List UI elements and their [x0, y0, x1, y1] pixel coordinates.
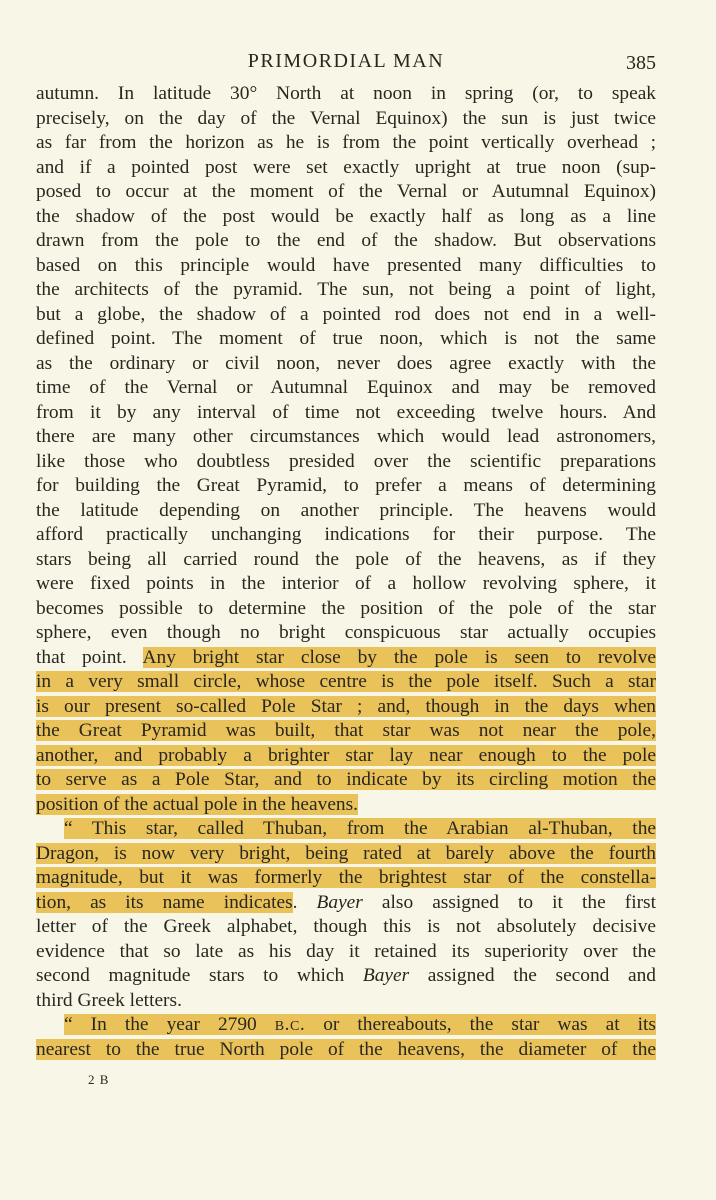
text-line	[36, 842, 656, 867]
text-line	[36, 254, 656, 279]
text-run: as far from the horizon as he is from the point vertically overhead ;	[36, 132, 656, 153]
highlighted-text: position of the actual pole in the heavens.	[36, 793, 359, 815]
text-line	[36, 670, 656, 695]
text-line	[36, 376, 656, 401]
text-line	[36, 474, 656, 499]
text-run: time of the Vernal or Autumnal Equinox and may be removed	[36, 377, 656, 398]
text-line	[36, 303, 656, 328]
italic-name: Bayer	[362, 965, 410, 986]
text-line	[36, 548, 656, 573]
text-line	[36, 425, 656, 450]
text-line	[36, 793, 656, 818]
text-run: defined point. The moment of true noon, which is not the same	[36, 328, 656, 349]
text-line	[36, 352, 656, 377]
highlighted-text: to serve as a Pole Star, and to indicate by its circling motion the	[36, 769, 656, 790]
small-caps-era: b.c.	[274, 1014, 306, 1035]
text-run: for building the Great Pyramid, to prefer a means of determining	[36, 475, 656, 496]
text-run: like those who doubtless presided over the scientific preparations	[36, 450, 656, 472]
text-run: sphere, even though no bright conspicuous star actually occupies	[36, 622, 656, 643]
text-line	[36, 597, 656, 622]
highlighted-text: nearest to the true North pole of the heavens, the diameter of the	[36, 1038, 656, 1060]
text-line	[36, 621, 656, 646]
text-line	[36, 327, 656, 352]
highlighted-text: the Great Pyramid was built, that star was not near the pole,	[36, 720, 656, 741]
text-line	[36, 768, 656, 793]
text-line	[36, 229, 656, 254]
text-run: stars being all carried round the pole of the heavens, as if they	[36, 548, 656, 570]
text-run: but a globe, the shadow of a pointed rod does not end in a well-	[36, 303, 656, 325]
text-run: were fixed points in the interior of a hollow revolving sphere, it	[36, 573, 656, 594]
text-line	[36, 964, 656, 989]
highlighted-text: tion, as its name indicates	[36, 891, 293, 913]
text-line	[36, 989, 656, 1014]
highlighted-text: Any bright star close by the pole is seen to revolve	[142, 646, 656, 668]
highlighted-text	[64, 1014, 656, 1035]
text-run: letter of the Greek alphabet, though this is not absolutely decisive	[36, 916, 656, 937]
text-run: evidence that so late as his day it retained its superiority over the	[36, 940, 656, 962]
text-run: the latitude depending on another principle. The heavens would	[36, 499, 656, 521]
text-line	[36, 646, 656, 671]
text-line	[36, 572, 656, 597]
text-run: based on this principle would have presented many difficulties to	[36, 254, 656, 276]
highlighted-text: magnitude, but it was formerly the brightest star of the constella-	[36, 867, 656, 888]
text-line	[36, 278, 656, 303]
text-line	[36, 499, 656, 524]
text-run: as the ordinary or civil noon, never does agree exactly with the	[36, 352, 656, 374]
text-run: the architects of the pyramid. The sun, not being a point of light,	[36, 279, 656, 300]
signature-mark: 2 B	[88, 1072, 110, 1087]
text-line	[36, 1038, 656, 1063]
text-run: there are many other circumstances which would lead astronomers,	[36, 426, 656, 447]
highlighted-text: is our present so-called Pole Star ; and, though in the days when	[36, 695, 656, 717]
text-line	[36, 891, 656, 916]
text-run: drawn from the pole to the end of the shadow. But observations	[36, 230, 656, 251]
text-line	[36, 180, 656, 205]
text-run: also assigned to it the first	[362, 891, 656, 913]
text-run: or thereabouts, the star was at its	[305, 1014, 656, 1035]
highlighted-text: “ This star, called Thuban, from the Arabian al-Thuban, the	[64, 818, 656, 839]
highlighted-text: another, and probably a brighter star lay near enough to the pole	[36, 744, 656, 766]
text-line	[36, 156, 656, 181]
page-number: 385	[626, 52, 656, 74]
text-line	[36, 817, 656, 842]
text-run: .	[292, 891, 317, 913]
text-run: “ In the year 2790	[64, 1014, 275, 1035]
text-run: autumn. In latitude 30° North at noon in spring (or, to speak	[36, 83, 656, 104]
body-text	[36, 82, 656, 1062]
text-line	[36, 1013, 656, 1038]
text-run: assigned the second and	[409, 965, 656, 986]
text-line	[36, 719, 656, 744]
text-line	[36, 205, 656, 230]
text-run: from it by any interval of time not exceeding twelve hours. And	[36, 401, 656, 423]
text-line	[36, 82, 656, 107]
running-title: PRIMORDIAL MAN	[247, 50, 445, 72]
text-line	[36, 744, 656, 769]
text-run: the shadow of the post would be exactly half as long as a line	[36, 205, 656, 227]
text-line	[36, 131, 656, 156]
text-line	[36, 523, 656, 548]
text-run: afford practically unchanging indications for their purpose. The	[36, 524, 656, 545]
text-line	[36, 401, 656, 426]
text-run: third Greek letters.	[36, 989, 182, 1011]
text-line	[36, 866, 656, 891]
running-head	[36, 48, 656, 78]
text-run: posed to occur at the moment of the Vernal or Autumnal Equinox)	[36, 181, 656, 202]
text-line	[36, 940, 656, 965]
text-run: second magnitude stars to which	[36, 965, 363, 986]
text-run: that point.	[36, 646, 143, 668]
text-run: becomes possible to determine the position of the pole of the star	[36, 597, 656, 619]
text-run: and if a pointed post were set exactly upright at true noon (sup-	[36, 156, 656, 178]
italic-name: Bayer	[316, 891, 363, 913]
text-line	[36, 695, 656, 720]
text-run: precisely, on the day of the Vernal Equinox) the sun is just twice	[36, 107, 656, 129]
text-line	[36, 915, 656, 940]
highlighted-text: in a very small circle, whose centre is the pole itself. Such a star	[36, 671, 656, 692]
text-line	[36, 107, 656, 132]
highlighted-text: Dragon, is now very bright, being rated at barely above the fourth	[36, 842, 656, 864]
text-line	[36, 450, 656, 475]
